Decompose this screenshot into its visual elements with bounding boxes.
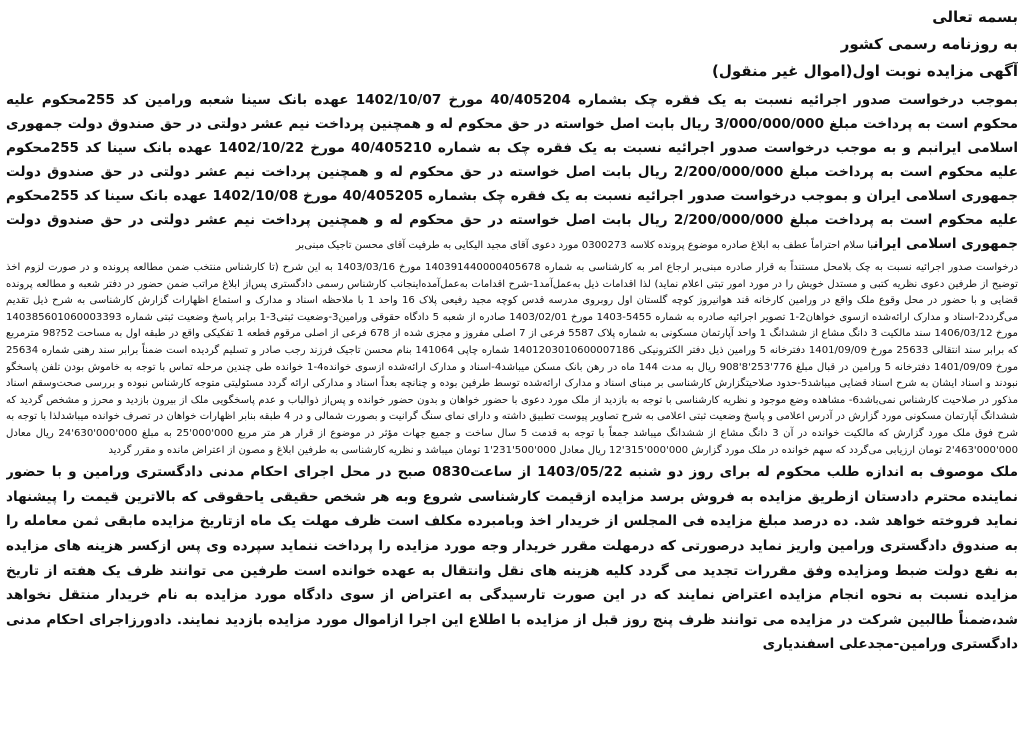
main-paragraph-tail: با سلام احتراماً عطف به ابلاغ صادره موضوع پرونده کلاسه 0300273 مورد دعوی آقای مجید الیکایی به طرفیت آقای محسن تاجیک مبنی‌بر (295, 240, 874, 251)
auction-terms-paragraph: ملک موصوف به اندازه طلب محکوم له برای روز دو شنبه 1403/05/22 از ساعت0830 صبح در محل اجرای احکام مدنی دادگستری ورامین و با حضور نماینده محترم دادستان ازطریق مزایده به فروش برسد مزایده ازقیمت کارشناسی شروع وبه هر شخص حقیقی یاحقوقی که بالاترین قیمت را پیشنهاد نماید فروخته خواهد شد. ده درصد مبلغ مزایده فی المجلس از خریدار اخذ وبامبرده مکلف است ظرف مهلت یک ماه ازتاریخ مزایده مابقی ثمن معامله را به صندوق دادگستری ورامین واریز نماید درصورتی که درمهلت مقرر خریدار وجه مورد مزایده را پرداخت ننماید سپرده وی پس ازکسر هزینه های مزایده به نفع دولت ضبط ومزایده وفق مقررات تجدید می گردد کلیه هزینه های نقل وانتقال به عهده خوانده است طرفین می توانند ظرف یک هفته از تاریخ مزایده نسبت به نحوه انجام مزایده اعتراض نمایند که در این صورت تارسیدگی به اعتراض از سوی دادگاه مورد مزایده به نام خریدار منتقل نخواهد شد،ضمناً طالبین شرکت در مزایده می توانند ظرف پنج روز قبل از مزایده با اطلاع این اجرا ازاموال مورد مزایده بازدید نمایند. دادورزاجرای احکام مدنی دادگستری ورامین-مجدعلی اسفندیاری (6, 464, 1018, 653)
main-paragraph (6, 88, 1018, 258)
addressee: به روزنامه رسمی کشور (840, 35, 1018, 53)
notice-title: آگهی مزایده نوبت اول(اموال غیر منقول) (711, 62, 1018, 80)
expert-report-paragraph: درخواست صدور اجرائیه نسبت به چک بلامحل مستنداً به قرار صادره مبنی‌بر ارجاع امر به کارشناسی به شماره 140391440000405678 مورخ 1403/03/16 به این شرح (تا کارشناس منتخب ضمن مطالعه پرونده و در صورت لزوم اخذ توضیح از طرفین دعوی نظریه کتبی و مستدل خویش را در مورد امور تبتی اعلام نماید) لذا اقدامات ذیل به‌عمل‌آمد1-شرح اقدامات به‌عمل‌آمده‌اینجانب کارشناس رسمی دادگستری پس‌از ابلاغ مراتب ضمن حضور در دفتر شعبه و مطالعه پرونده قضایی و با حضور در محل وقوع ملک واقع در ورامین کارخانه قند هوانیروز کوچه گلستان اول روبروی مدرسه قدس کوچه مجید رفیعی پلاک 16 واحد 1 با ملاحظه اسناد و مدارک و استماع اظهارات گزارش کارشناسی به شرح ذیل تقدیم می‌گردد2-اسناد و مدارک ارائه‌شده ازسوی خواهان2-1 تصویر اجرائیه صادره به شماره 5455-1403 مورخ 1403/02/01 صادره از شعبه 5 دادگاه حقوقی ورامین3-وضعیت ثبتی3-1 برابر پاسخ وضعیت ثبتی شماره 140385601060003393 مورخ 1406/03/12 سند مالکیت 3 دانگ مشاع از ششدانگ 1 واحد آپارتمان مسکونی به شماره پلاک 5587 فرعی از 7 اصلی مفروز و مجزی شده از 678 فرعی از اصلی مرقوم قطعه 1 تفکیکی واقع در طبقه اول به مساحت 52?98 مترمربع که برابر سند انتقالی 25633 مورخ 1401/09/09 دفترخانه 5 ورامین ذیل دفتر الکترونیکی 140120301060000718‌6 شماره چاپی 141064 بنام محسن تاجیک فرزند رجب صادر و تسلیم گردیده است ضمناً برابر سند رهنی شماره 25634 مورخ 1401/09/09 دفترخانه 5 ورامین در قبال مبلغ 776'253'8'908 ریال به مدت 144 ماه در رهن بانک مسکن میباشد4-اسناد و مدارک ارائه‌شده ازسوی خوانده4-1 خوانده طی چندین مرحله تماس با توجه به خاموش بودن تلفن پاسخگو نبودند و اسناد ایشان به شرح اسناد قضایی میباشد5-حدود صلاحیتگزارش کارشناسی بر مبنای اسناد و مدارک ارائه‌شده توسط طرفین بوده و چنانچه بعداً اسناد و مدارکی ارائه گردد مسئولیتی متوجه کارشناس نبوده و بررسی صحت‌وسقم اسناد مذکور در صلاحیت کارشناس نمی‌باشد6- مشاهده وضع موجود و نظریه کارشناسی با توجه به بازدید از ملک مورد دعوی با حضور خواهان و بدون حضور خوانده و پس‌از ذوالباب و عدم پاسخگویی ملک از بیرون بازدید و محرز و مشخص گردید که ششدانگ آپارتمان مسکونی مورد گزارش در آدرس اعلامی و پاسخ وضعیت ثبتی اعلامی به شرح تصاویر پیوست تطبیق داشته و دارای نمای سنگ گرانیت و بصورت شمالی و در 4 طبقه بنابر اظهارات خواهان در تصرف خوانده میباشدلذا با توجه به شرح فوق ملک مورد گزارش که مالکیت خوانده در آن 3 دانگ مشاع از ششدانگ میباشد جمعاً با توجه به قدمت 5 سال ساخت و جمیع جهات مؤثر در موضوع از قرار هر متر مربع 000'000'25 به مبلغ 000'000'630'24 ریال معادل 000'000'463'2 تومان ارزیابی می‌گردد که سهم خوانده در ملک مورد گزارش 000'000'315'12 ریال معادل 000'500'231'1 تومان میباشد و نظریه کارشناسی به طرفین ابلاغ و مصون از اعتراض مانده و مقرر گردید (6, 262, 1018, 456)
main-paragraph-text: بموجب درخواست صدور اجرائیه نسبت به یک فقره چک بشماره 40/405204 مورخ 1402/10/07 عهده بانک سینا شعبه ورامین کد 255محکوم علیه محکوم است به پرداخت مبلغ 3/000/000/000 ریال بابت اصل خواسته در حق محکوم له و همچنین پرداخت نیم عشر دولتی در حق صندوق دولت جمهوری اسلامی ایرانبم و به موجب درخواست صدور اجرائیه نسبت به یک فقره چک به شماره 40/405210 مورخ 1402/10/22 عهده بانک سینا کد 255محکوم علیه محکوم است به پرداخت مبلغ 2/200/000/000 ریال بابت اصل خواسته در حق محکوم له و همچنین پرداخت نیم عشر دولتی در حق صندوق دولت جمهوری اسلامی ایران و بموجب درخواست صدور اجرائیه نسبت به یک فقره چک بشماره 40/405205 مورخ 1402/10/08 عهده بانک سینا کد 255محکوم علیه محکوم است به پرداخت مبلغ 2/200/000/000 ریال بابت اصل خواسته در حق محکوم له و همچنین پرداخت نیم عشر دولتی در حق صندوق دولت جمهوری اسلامی ایران (6, 92, 1018, 252)
basmala: بسمه تعالی (932, 8, 1018, 26)
auction-notice-page (6, 4, 1018, 741)
